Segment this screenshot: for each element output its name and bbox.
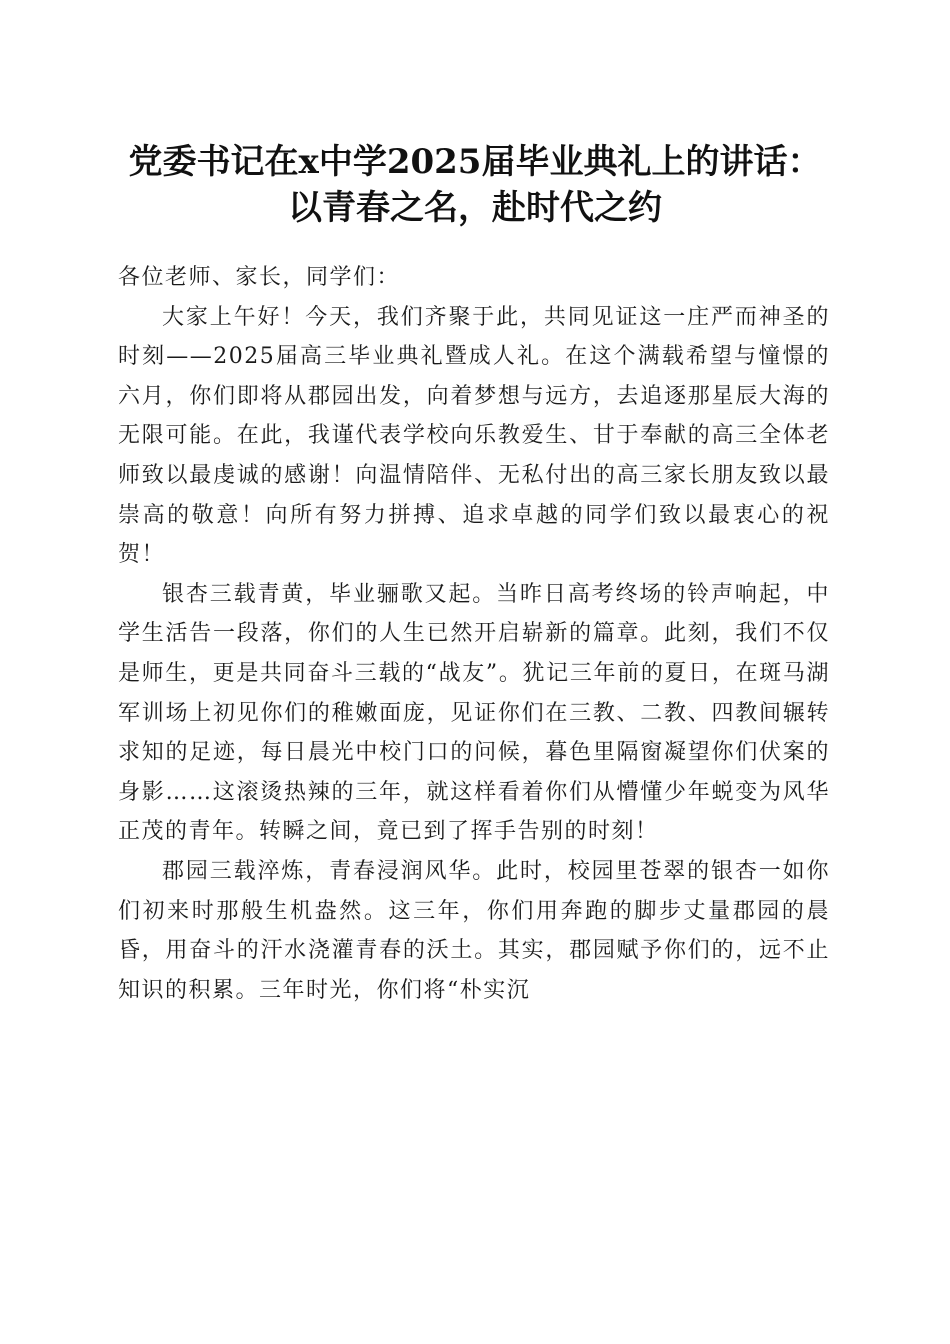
document-title-line-2: 以青春之名，赴时代之约 [288,188,662,228]
paragraph-1: 大家上午好！今天，我们齐聚于此，共同见证这一庄严而神圣的时刻——2025届高三毕业典礼暨成人礼。在这个满载希望与憧憬的六月，你们即将从郡园出发，向着梦想与远方，去追逐那星辰大海的无限可能。在此，我谨代表学校向乐教爱生、甘于奉献的高三全体老师致以最虔诚的感谢！向温情陪伴、无私付出的高三家长朋友致以最崇高的敬意！向所有努力拼搏、追求卓越的同学们致以最衷心的祝贺！ [118,304,830,568]
document-body [118,258,830,1010]
document-title-line-1: 党委书记在x中学2025届毕业典礼上的讲话： [128,142,822,182]
paragraph-2: 银杏三载青黄，毕业骊歌又起。当昨日高考终场的铃声响起，中学生活告一段落，你们的人生已然开启崭新的篇章。此刻，我们不仅是师生，更是共同奋斗三载的“战友”。犹记三年前的夏日，在斑马湖军训场上初见你们的稚嫩面庞，见证你们在三教、二教、四教间辗转求知的足迹，每日晨光中校门口的问候，暮色里隔窗凝望你们伏案的身影……这滚烫热辣的三年，就这样看着你们从懵懂少年蜕变为风华正茂的青年。转瞬之间，竟已到了挥手告别的时刻！ [118,581,830,845]
salutation: 各位老师、家长，同学们： [118,265,401,290]
paragraph-3: 郡园三载淬炼，青春浸润风华。此时，校园里苍翠的银杏一如你们初来时那般生机盎然。这三年，你们用奔跑的脚步丈量郡园的晨昏，用奋斗的汗水浇灌青春的沃土。其实，郡园赋予你们的，远不止知识的积累。三年时光，你们将“朴实沉 [118,858,830,1003]
